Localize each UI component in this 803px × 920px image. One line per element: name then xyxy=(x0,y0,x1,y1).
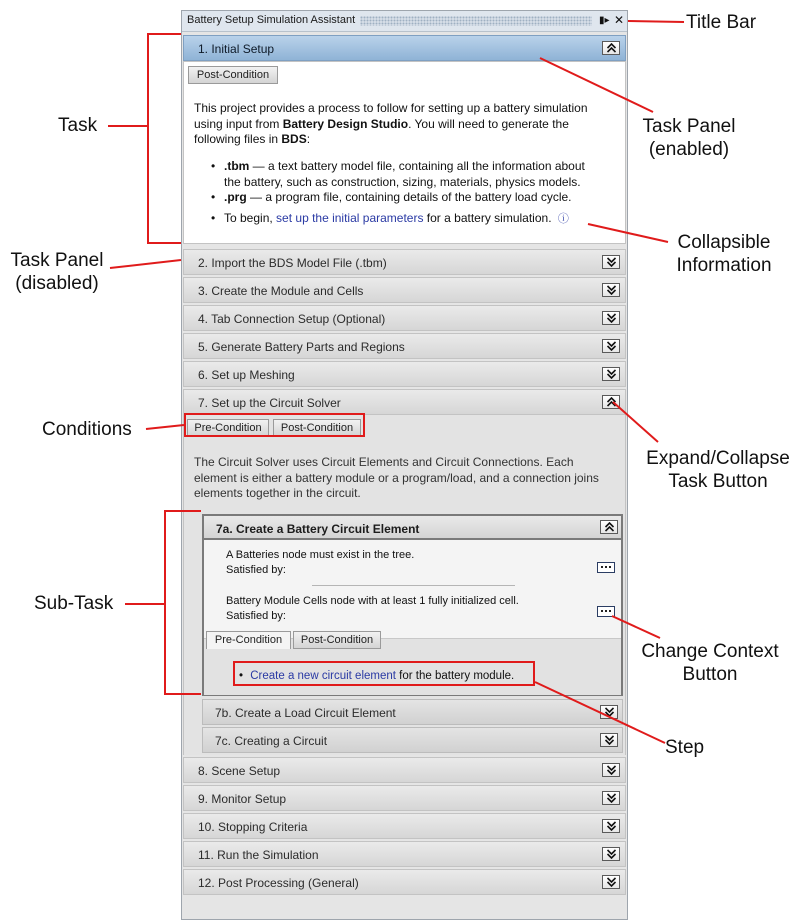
annotation-collapsible-information xyxy=(668,231,780,277)
subtask-label: 7a. Create a Battery Circuit Element xyxy=(216,522,420,536)
task-label: 11. Run the Simulation xyxy=(198,848,319,862)
annotation-step: Step xyxy=(665,737,705,758)
annotation-line: Button xyxy=(682,664,738,685)
satisfied-by-label: Satisfied by: xyxy=(226,564,286,576)
satisfied-by-label: Satisfied by: xyxy=(226,610,286,622)
annotation-task-panel-enabled xyxy=(636,115,742,161)
prg-bold: .prg xyxy=(224,190,247,204)
info-icon[interactable]: ⓘ xyxy=(557,212,569,225)
close-icon[interactable]: ✕ xyxy=(614,13,625,27)
task-label: 5. Generate Battery Parts and Regions xyxy=(198,340,405,354)
task-label: 4. Tab Connection Setup (Optional) xyxy=(198,312,386,326)
annotation-title-bar: Title Bar xyxy=(686,12,757,33)
subtask-label: 7c. Creating a Circuit xyxy=(215,734,328,748)
tab-pre-condition[interactable]: Pre-Condition xyxy=(187,419,269,437)
annotation-line: (enabled) xyxy=(648,139,730,160)
annotation-task-panel-disabled xyxy=(3,249,111,295)
task-label: 6. Set up Meshing xyxy=(198,368,295,382)
task-label: 10. Stopping Criteria xyxy=(198,820,308,834)
annotation-sub-task: Sub-Task xyxy=(34,593,114,614)
prg-text: — a program file, containing details of the battery load cycle. xyxy=(246,190,572,204)
tbm-bold: .tbm xyxy=(224,159,250,173)
task-label: 9. Monitor Setup xyxy=(198,792,287,806)
tab-pre-condition[interactable]: Pre-Condition xyxy=(206,631,291,649)
task-label: 2. Import the BDS Model File (.tbm) xyxy=(198,256,387,270)
pin-icon[interactable]: ▮▸ xyxy=(599,15,610,26)
annotation-line: Collapsible xyxy=(677,232,771,253)
condition-text: Battery Module Cells node with at least 1 fully initialized cell. xyxy=(226,595,519,607)
annotation-line: Task Panel xyxy=(10,250,104,271)
annotation-task: Task xyxy=(58,115,98,136)
desc-line: following files in xyxy=(194,132,282,146)
annotation-line: Information xyxy=(676,255,772,276)
bullet: • xyxy=(211,210,216,225)
step-text: for the battery module. xyxy=(395,670,515,682)
desc-line: This project provides a process to follow for setting up a battery simulation xyxy=(194,101,588,115)
tab-post-condition[interactable]: Post-Condition xyxy=(188,66,278,84)
tab-post-condition[interactable]: Post-Condition xyxy=(293,631,381,649)
bullet: • xyxy=(239,670,244,682)
desc-line: element is either a battery module or a program/load, and a connection joins xyxy=(194,470,599,485)
annotation-line: Task Panel xyxy=(642,116,736,137)
annotation-line: Task Button xyxy=(668,471,768,492)
desc-line: . You will need to generate the xyxy=(408,116,569,131)
task-label: 7. Set up the Circuit Solver xyxy=(198,396,341,410)
annotation-line: Expand/Collapse xyxy=(646,448,790,469)
task-label: 1. Initial Setup xyxy=(198,42,275,56)
annotation-line: (disabled) xyxy=(15,273,99,294)
annotation-change-context xyxy=(632,640,788,686)
step-text: To begin, xyxy=(224,210,277,225)
annotation-line: Change Context xyxy=(641,641,779,662)
initial-parameters-link[interactable]: set up the initial parameters xyxy=(276,210,424,225)
subtask-label: 7b. Create a Load Circuit Element xyxy=(215,706,396,720)
bullet: • xyxy=(211,190,216,204)
task-label: 3. Create the Module and Cells xyxy=(198,284,364,298)
task-label: 8. Scene Setup xyxy=(198,764,281,778)
create-circuit-element-link[interactable]: Create a new circuit element xyxy=(250,670,396,682)
bds-bold: Battery Design Studio xyxy=(282,116,409,131)
tab-post-condition[interactable]: Post-Condition xyxy=(273,419,361,437)
desc-line: using input from xyxy=(194,116,283,131)
desc-line: The Circuit Solver uses Circuit Elements and Circuit Connections. Each xyxy=(194,455,574,469)
desc-line: elements together in the circuit. xyxy=(194,486,361,500)
window-title: Battery Setup Simulation Assistant xyxy=(187,14,356,26)
annotation-expand-collapse xyxy=(637,447,799,493)
task-label: 12. Post Processing (General) xyxy=(198,876,359,890)
step-text: for a battery simulation. xyxy=(423,210,552,225)
condition-text: A Batteries node must exist in the tree. xyxy=(226,549,415,561)
tbm-text: — a text battery model file, containing all the information about xyxy=(249,159,585,173)
annotation-conditions: Conditions xyxy=(42,419,132,440)
desc-line: : xyxy=(306,132,311,146)
bds-short-bold: BDS xyxy=(281,132,307,146)
tbm-text-2: the battery, such as construction, sizing, materials, physics models. xyxy=(224,174,581,189)
bullet: • xyxy=(211,159,216,173)
